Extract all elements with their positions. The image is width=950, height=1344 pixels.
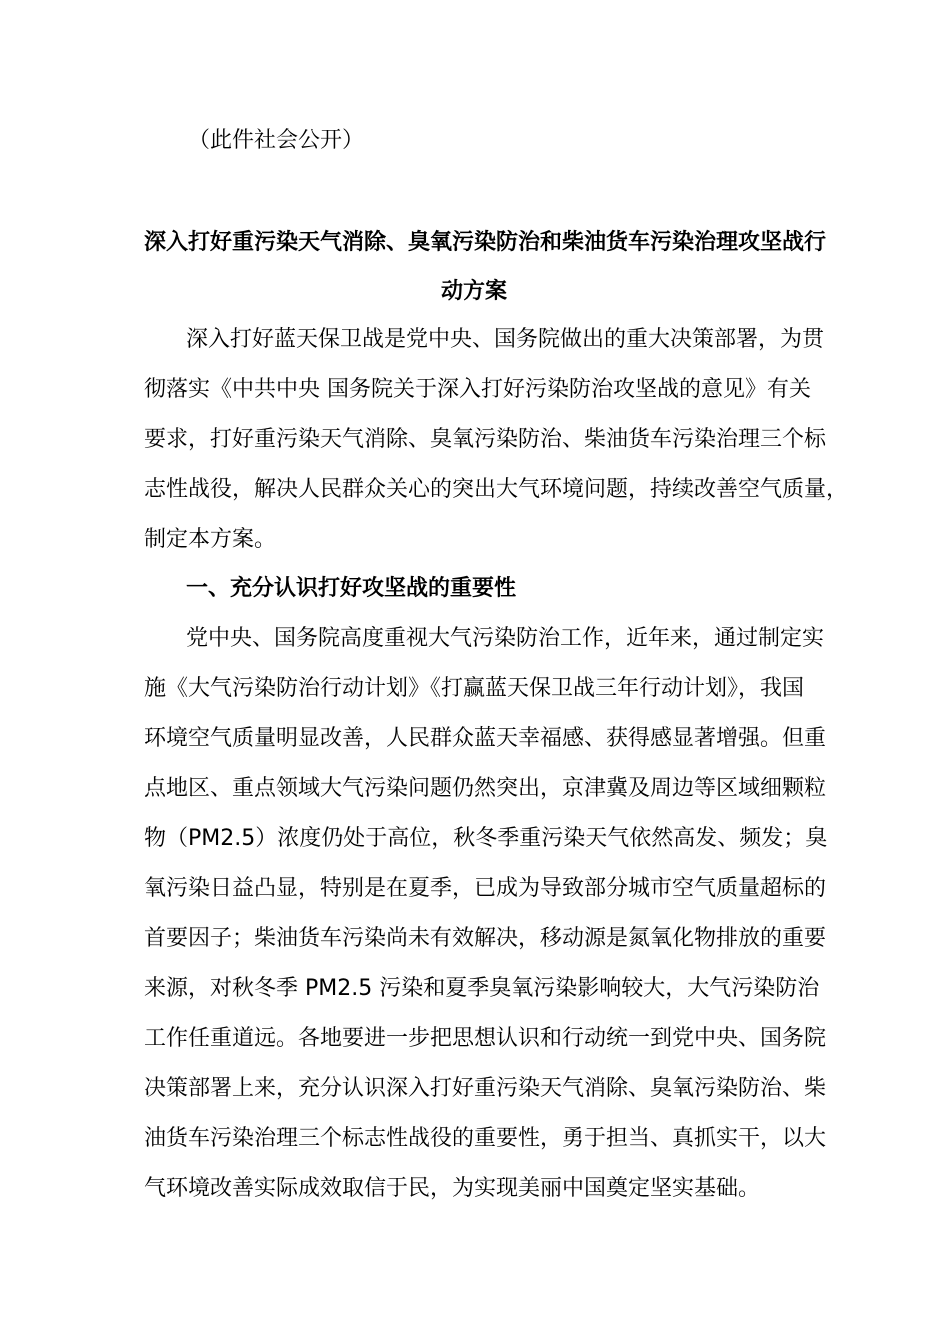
paragraph-line: 决策部署上来，充分认识深入打好重污染天气消除、臭氧污染防治、柴 <box>144 1076 827 1101</box>
paragraph-line: 来源，对秋冬季 PM2.5 污染和夏季臭氧污染影响较大，大气污染防治 <box>144 976 820 1001</box>
paragraph-line: 深入打好蓝天保卫战是党中央、国务院做出的重大决策部署，为贯 <box>186 327 825 352</box>
paragraph-line: 制定本方案。 <box>144 527 277 552</box>
paragraph-line: 党中央、国务院高度重视大气污染防治工作，近年来，通过制定实 <box>186 626 825 651</box>
section-heading: 一、充分认识打好攻坚战的重要性 <box>186 576 517 601</box>
paragraph-line: 环境空气质量明显改善，人民群众蓝天幸福感、获得感显著增强。但重 <box>144 726 827 751</box>
paragraph-line: 点地区、重点领域大气污染问题仍然突出，京津冀及周边等区域细颗粒 <box>144 776 827 801</box>
paragraph-line: 气环境改善实际成效取信于民，为实现美丽中国奠定坚实基础。 <box>144 1176 761 1201</box>
public-notice: （此件社会公开） <box>188 128 365 153</box>
paragraph-line: 彻落实《中共中央 国务院关于深入打好污染防治攻坚战的意见》有关 <box>144 377 811 402</box>
paragraph-line: 氧污染日益凸显，特别是在夏季，已成为导致部分城市空气质量超标的 <box>144 876 827 901</box>
paragraph-line: 工作任重道远。各地要进一步把思想认识和行动统一到党中央、国务院 <box>144 1026 827 1051</box>
document-title-line-1: 深入打好重污染天气消除、臭氧污染防治和柴油货车污染治理攻坚战行 <box>144 230 827 255</box>
paragraph-line: 物（PM2.5）浓度仍处于高位，秋冬季重污染天气依然高发、频发；臭 <box>144 826 828 851</box>
document-title-line-2: 动方案 <box>441 279 508 304</box>
paragraph-line: 志性战役，解决人民群众关心的突出大气环境问题，持续改善空气质量， <box>144 477 849 502</box>
paragraph-line: 要求，打好重污染天气消除、臭氧污染防治、柴油货车污染治理三个标 <box>144 427 827 452</box>
paragraph-line: 油货车污染治理三个标志性战役的重要性，勇于担当、真抓实干，以大 <box>144 1126 827 1151</box>
paragraph-line: 施《大气污染防治行动计划》《打赢蓝天保卫战三年行动计划》，我国 <box>144 676 805 701</box>
paragraph-line: 首要因子；柴油货车污染尚未有效解决，移动源是氮氧化物排放的重要 <box>144 926 827 951</box>
